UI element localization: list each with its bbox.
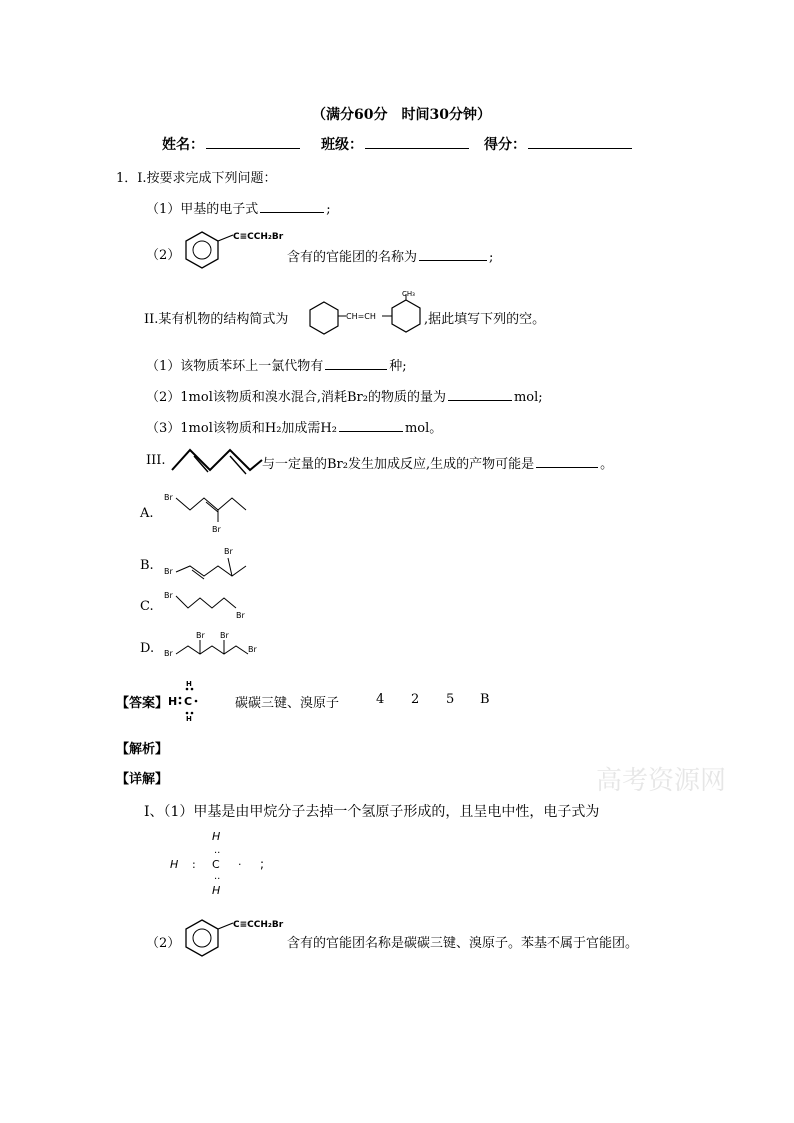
part-2-label: 含有的官能团的名称为 [287, 250, 418, 265]
name-field [162, 134, 302, 154]
part-2-blank[interactable] [419, 259, 487, 261]
part-ii-1 [146, 355, 407, 374]
detail-h-top: H [212, 830, 221, 843]
part-ii-2-text: （2）1mol该物质和溴水混合,消耗Br₂的物质的量为 [146, 390, 446, 405]
cyclohexyl-vinyl-toluene-structure [308, 288, 428, 340]
br-label: Br [164, 591, 173, 600]
score-time: （满分60分 时间30分钟） [312, 107, 491, 123]
br-label: Br [248, 645, 257, 654]
lewis-h-left: H [168, 695, 178, 708]
detail-label: 【详解】 [116, 772, 169, 787]
part-iii-num: III. [146, 453, 166, 468]
detail-c: C [212, 858, 220, 871]
part-ii-3-text: （3）1mol该物质和H₂加成需H₂ [146, 421, 337, 436]
svg-text:·: · [238, 858, 242, 871]
br-label: Br [164, 649, 173, 658]
part-iii-label: 与一定量的Br₂发生加成反应,生成的产物可能是 [262, 457, 535, 472]
class-label: 班级： [321, 137, 363, 153]
option-b-structure [162, 544, 252, 584]
part-ii-2-blank[interactable] [448, 399, 512, 401]
option-a-structure [162, 488, 252, 534]
part-1-text: （1）甲基的电子式 [146, 202, 259, 217]
part-iii-blank[interactable] [536, 466, 598, 468]
part-2-end: ; [489, 250, 494, 265]
part-ii-3-blank[interactable] [339, 430, 403, 432]
part-iii-text [262, 453, 613, 472]
lewis-h-top: H [186, 680, 192, 688]
part-ii-text: II.某有机物的结构简式为 [144, 312, 289, 327]
detail-part-2-text: 含有的官能团名称是碳碳三键、溴原子。苯基不属于官能团。 [287, 936, 639, 951]
question-heading: 1．I.按要求完成下列问题： [116, 171, 277, 186]
part-1-end: ; [326, 202, 331, 217]
option-b-label[interactable]: B. [140, 558, 154, 573]
name-label: 姓名： [162, 137, 204, 153]
br-label: Br [220, 631, 229, 640]
part-2-num: （2） [146, 248, 181, 263]
class-blank[interactable] [365, 147, 469, 149]
score-field [484, 134, 634, 154]
detail-structure-label: C≡CCH₂Br [233, 920, 284, 930]
answer-value-1: 碳碳三键、溴原子 [235, 696, 340, 711]
svg-text::: : [192, 858, 196, 871]
vinyl-label: CH=CH [346, 312, 376, 321]
answer-label: 【答案】 [116, 696, 169, 711]
part-2-text [287, 246, 493, 265]
detail-h-left: H [170, 858, 179, 871]
option-a-label[interactable]: A. [140, 506, 154, 521]
part-ii-3 [146, 417, 442, 436]
option-d-structure [162, 628, 272, 664]
br-label: Br [212, 525, 221, 534]
br-label: Br [224, 547, 233, 556]
detail-line-1: I、（1）甲基是由甲烷分子去掉一个氢原子形成的，且呈电中性，电子式为 [144, 804, 600, 820]
answer-value-4: 5 [446, 692, 455, 707]
name-blank[interactable] [206, 147, 300, 149]
answer-value-2: 4 [376, 692, 385, 707]
part-ii-2 [146, 386, 543, 405]
part-ii-1-end: 种; [389, 359, 407, 374]
detail-lewis-end: ; [260, 857, 265, 871]
detail-lewis-structure [166, 826, 286, 900]
br-label: Br [164, 493, 173, 502]
detail-part-2-num: （2） [146, 936, 181, 951]
answer-value-5: B [480, 692, 490, 707]
watermark: 高考资源网 [596, 766, 727, 796]
answer-value-3: 2 [411, 692, 420, 707]
part-1-blank[interactable] [260, 211, 324, 213]
br-label: Br [164, 567, 173, 576]
detail-benzyl-structure [183, 916, 293, 960]
part-ii-3-end: mol。 [404, 421, 443, 436]
part-ii-1-blank[interactable] [325, 368, 387, 370]
option-c-structure [162, 588, 252, 622]
br-label: Br [196, 631, 205, 640]
methyl-lewis-structure [168, 680, 208, 722]
svg-text:··: ·· [214, 848, 221, 859]
option-d-label[interactable]: D. [140, 641, 155, 656]
br-label: Br [236, 611, 245, 620]
structure-label: C≡CCH₂Br [233, 232, 284, 242]
question-part-1 [146, 198, 331, 217]
benzyl-propargyl-bromide-structure [183, 228, 293, 272]
part-ii-after: ,据此填写下列的空。 [424, 312, 546, 327]
score-label: 得分： [484, 137, 526, 153]
score-blank[interactable] [528, 147, 632, 149]
lewis-c: C [184, 695, 193, 708]
part-ii-1-text: （1）该物质苯环上一氯代物有 [146, 359, 324, 374]
methyl-label: CH₃ [402, 290, 415, 298]
detail-h-bottom: H [212, 884, 221, 897]
class-field [321, 134, 471, 154]
hexadiene-structure [170, 442, 264, 478]
part-iii-end: 。 [600, 457, 614, 472]
part-ii-2-end: mol; [513, 390, 543, 405]
option-c-label[interactable]: C. [140, 599, 154, 614]
lewis-h-bottom: H [186, 715, 192, 722]
analysis-label: 【解析】 [116, 742, 169, 757]
svg-text:··: ·· [214, 874, 221, 885]
